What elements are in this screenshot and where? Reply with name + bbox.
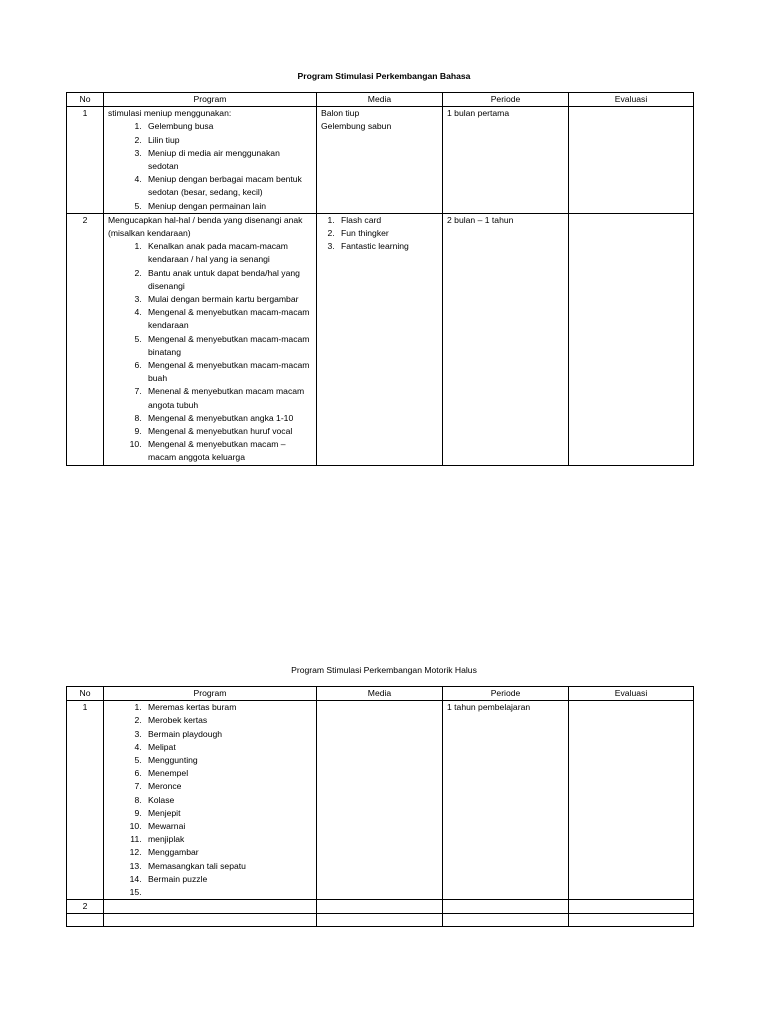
media-cell — [317, 107, 443, 214]
header-no: No — [67, 93, 104, 107]
table-row — [67, 900, 694, 914]
list-item: 10. Mewarnai — [144, 820, 312, 833]
list-item: 6. Mengenal & menyebutkan macam-macam buah — [144, 359, 312, 385]
evaluasi-cell — [569, 107, 694, 214]
list-item: 5. Mengenal & menyebutkan macam-macam binatang — [144, 333, 312, 359]
list-item: 3. Bermain playdough — [144, 728, 312, 741]
list-item: 4. Meniup dengan berbagai macam bentuk sedotan (besar, sedang, kecil) — [144, 173, 312, 199]
header-periode: Periode — [443, 687, 569, 701]
periode-cell: 1 tahun pembelajaran — [443, 701, 569, 900]
table-row — [67, 213, 694, 465]
list-item: 9. Mengenal & menyebutkan huruf vocal — [144, 425, 312, 438]
row-number: 1 — [67, 701, 104, 900]
program-list — [108, 701, 312, 899]
program-cell — [104, 107, 317, 214]
header-evaluasi: Evaluasi — [569, 687, 694, 701]
media-cell — [317, 701, 443, 900]
row-number: 1 — [67, 107, 104, 214]
list-item: 13. Memasangkan tali sepatu — [144, 860, 312, 873]
evaluasi-cell — [569, 213, 694, 465]
row-number — [67, 914, 104, 927]
media-cell — [317, 900, 443, 914]
list-item: 2. Lilin tiup — [144, 134, 312, 147]
program-intro: Mengucapkan hal-hal / benda yang disenangi anak (misalkan kendaraan) — [108, 214, 303, 239]
list-item: 2. Fun thingker — [337, 227, 438, 240]
table-header-row — [67, 93, 694, 107]
table-row — [67, 107, 694, 214]
periode-cell: 1 bulan pertama — [443, 107, 569, 214]
list-item: 1. Kenalkan anak pada macam-macam kendaraan / hal yang ia senangi — [144, 240, 312, 266]
section1-title: Program Stimulasi Perkembangan Bahasa — [297, 71, 471, 81]
program-list — [108, 240, 312, 464]
header-media: Media — [317, 687, 443, 701]
list-item: 4. Melipat — [144, 741, 312, 754]
list-item: 7. Meronce — [144, 780, 312, 793]
header-program: Program — [104, 93, 317, 107]
list-item: 3. Mulai dengan bermain kartu bergambar — [144, 293, 312, 306]
section2-title: Program Stimulasi Perkembangan Motorik Halus — [291, 665, 477, 675]
list-item: 8. Kolase — [144, 794, 312, 807]
header-no: No — [67, 687, 104, 701]
list-item: 14. Bermain puzzle — [144, 873, 312, 886]
table-header-row — [67, 687, 694, 701]
media-cell — [317, 213, 443, 465]
list-item: 7. Menenal & menyebutkan macam macam angota tubuh — [144, 385, 312, 411]
program-intro: stimulasi meniup menggunakan: — [108, 108, 232, 119]
periode-cell — [443, 900, 569, 914]
periode-cell: 2 bulan – 1 tahun — [443, 213, 569, 465]
media-list — [321, 214, 438, 254]
list-item: 4. Mengenal & menyebutkan macam-macam kendaraan — [144, 306, 312, 332]
list-item: 1. Meremas kertas buram — [144, 701, 312, 714]
evaluasi-cell — [569, 701, 694, 900]
list-item: 8. Mengenal & menyebutkan angka 1-10 — [144, 412, 312, 425]
list-item: 2. Merobek kertas — [144, 714, 312, 727]
list-item: 5. Meniup dengan permainan lain — [144, 200, 312, 213]
list-item: 9. Menjepit — [144, 807, 312, 820]
list-item: 6. Menempel — [144, 767, 312, 780]
list-item: 12. Menggambar — [144, 846, 312, 859]
program-cell — [104, 701, 317, 900]
periode-cell — [443, 914, 569, 927]
list-item — [144, 886, 312, 899]
media-line: Balon tiup — [321, 108, 360, 119]
program-cell — [104, 213, 317, 465]
header-evaluasi: Evaluasi — [569, 93, 694, 107]
media-line: Gelembung sabun — [321, 121, 392, 132]
program-list — [108, 120, 312, 212]
list-item: 1. Flash card — [337, 214, 438, 227]
row-number: 2 — [67, 213, 104, 465]
list-item: 1. Gelembung busa — [144, 120, 312, 133]
table-row — [67, 701, 694, 900]
list-item: 2. Bantu anak untuk dapat benda/hal yang disenangi — [144, 267, 312, 293]
program-cell — [104, 900, 317, 914]
list-item: 10. Mengenal & menyebutkan macam – macam anggota keluarga — [144, 438, 312, 464]
list-item: 5. Menggunting — [144, 754, 312, 767]
evaluasi-cell — [569, 914, 694, 927]
header-periode: Periode — [443, 93, 569, 107]
program-cell — [104, 914, 317, 927]
header-program: Program — [104, 687, 317, 701]
media-cell — [317, 914, 443, 927]
row-number: 2 — [67, 900, 104, 914]
list-item: 11. menjiplak — [144, 833, 312, 846]
bahasa-table — [66, 92, 694, 466]
motorik-table — [66, 686, 694, 927]
evaluasi-cell — [569, 900, 694, 914]
header-media: Media — [317, 93, 443, 107]
list-item: 3. Fantastic learning — [337, 240, 438, 253]
list-item: 3. Meniup di media air menggunakan sedotan — [144, 147, 312, 173]
table-row — [67, 914, 694, 927]
